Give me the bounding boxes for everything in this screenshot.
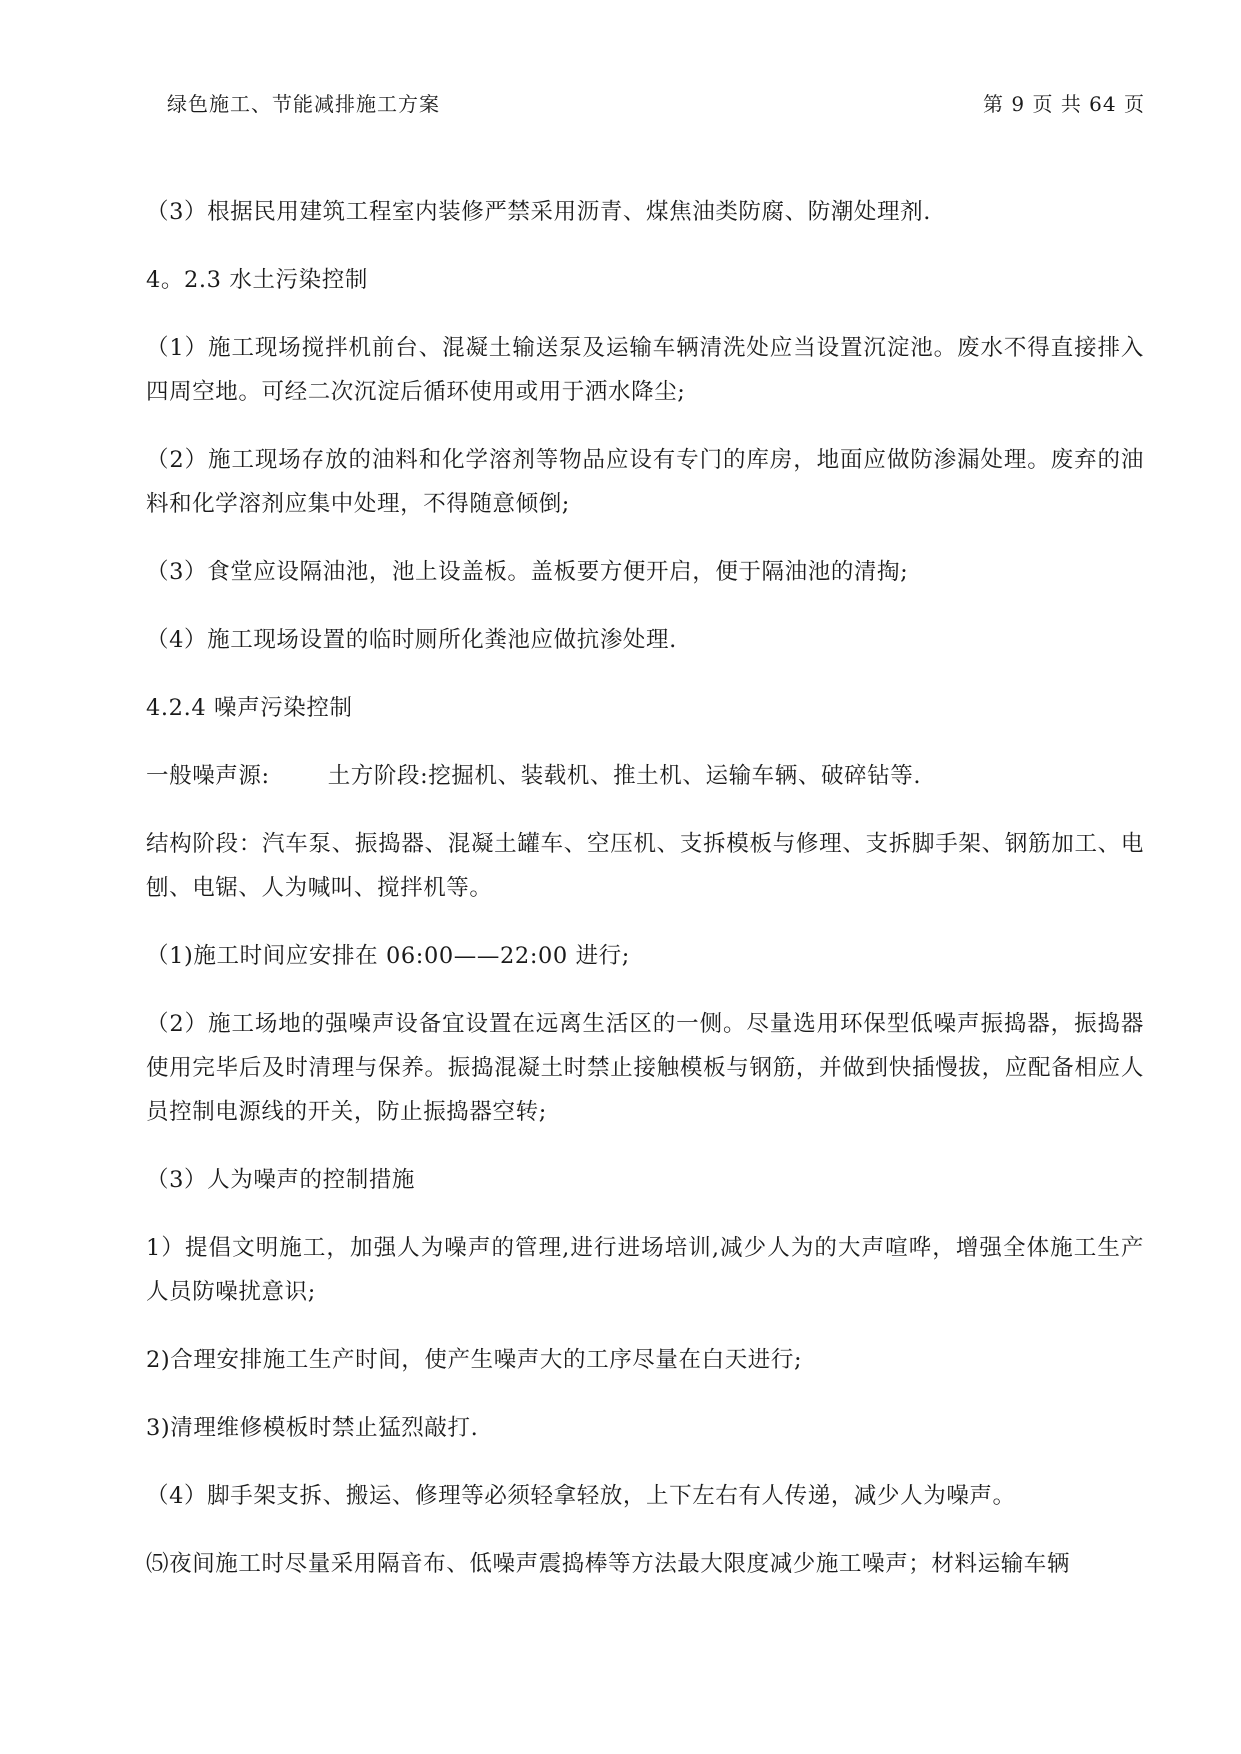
noise-sources-text: 土方阶段:挖掘机、装载机、推土机、运输车辆、破碎钻等. (327, 763, 922, 789)
paragraph: （2）施工现场存放的油料和化学溶剂等物品应设有专门的库房，地面应做防渗漏处理。废弃的油料和化学溶剂应集中处理，不得随意倾倒; (146, 447, 1144, 517)
paragraph: （4）施工现场设置的临时厕所化粪池应做抗渗处理. (146, 627, 677, 653)
paragraph: （3）人为噪声的控制措施 (146, 1167, 416, 1193)
page-header (167, 88, 1145, 120)
paragraph: 结构阶段：汽车泵、振捣器、混凝土罐车、空压机、支拆模板与修理、支拆脚手架、钢筋加工、电刨、电锯、人为喊叫、搅拌机等。 (146, 831, 1144, 901)
document-title: 绿色施工、节能减排施工方案 (167, 92, 440, 116)
paragraph: ⑸夜间施工时尽量采用隔音布、低噪声震捣棒等方法最大限度减少施工噪声；材料运输车辆 (146, 1551, 1071, 1577)
paragraph: （1)施工时间应安排在 06:00——22:00 进行; (146, 943, 630, 969)
noise-sources-label: 一般噪声源: (146, 763, 270, 789)
section-heading: 4.2.4 噪声污染控制 (146, 695, 353, 721)
noise-sources-line (146, 754, 1144, 798)
paragraph: （4）脚手架支拆、搬运、修理等必须轻拿轻放，上下左右有人传递，减少人为噪声。 (146, 1483, 1016, 1509)
paragraph: （2）施工场地的强噪声设备宜设置在远离生活区的一侧。尽量选用环保型低噪声振捣器，振捣器使用完毕后及时清理与保养。振捣混凝土时禁止接触模板与钢筋，并做到快插慢拔，应配备相应人员控制电源线的开关，防止振捣器空转; (146, 1011, 1144, 1125)
page-number: 第 9 页 共 64 页 (983, 92, 1145, 116)
paragraph: 2)合理安排施工生产时间，使产生噪声大的工序尽量在白天进行; (146, 1347, 803, 1373)
paragraph: （3）食堂应设隔油池，池上设盖板。盖板要方便开启，便于隔油池的清掏; (146, 559, 909, 585)
document-body (146, 190, 1144, 1610)
section-heading: 4。2.3 水土污染控制 (146, 267, 368, 293)
paragraph: 1）提倡文明施工，加强人为噪声的管理,进行进场培训,减少人为的大声喧哗，增强全体施工生产人员防噪扰意识; (146, 1235, 1144, 1305)
paragraph: 3)清理维修模板时禁止猛烈敲打. (146, 1415, 479, 1441)
paragraph: （3）根据民用建筑工程室内装修严禁采用沥青、煤焦油类防腐、防潮处理剂. (146, 199, 931, 225)
paragraph: （1）施工现场搅拌机前台、混凝土输送泵及运输车辆清洗处应当设置沉淀池。废水不得直接排入四周空地。可经二次沉淀后循环使用或用于洒水降尘; (146, 335, 1144, 405)
